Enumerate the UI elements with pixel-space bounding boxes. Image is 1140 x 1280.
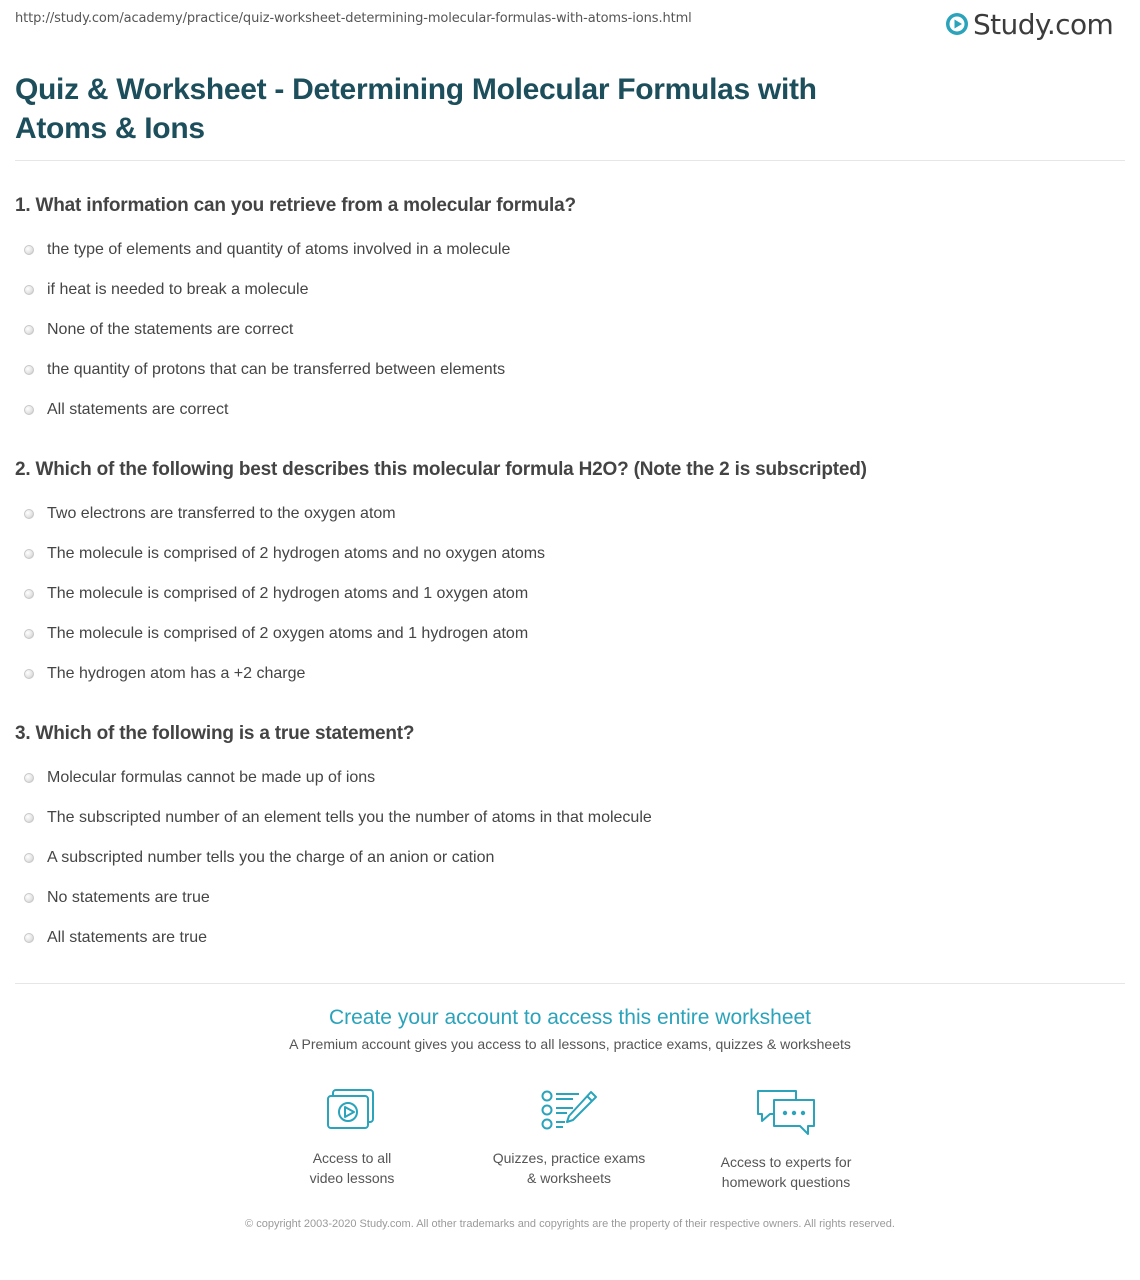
answer-options	[15, 494, 1115, 694]
answer-text: Molecular formulas cannot be made up of ions	[47, 769, 376, 786]
answer-text: the quantity of protons that can be transferred between elements	[47, 361, 506, 378]
radio-button[interactable]	[24, 589, 34, 599]
answer-option[interactable]	[15, 534, 1115, 574]
page-url: http://study.com/academy/practice/quiz-worksheet-determining-molecular-formulas-with-atoms-ions.html	[15, 11, 692, 26]
feature-line: homework questions	[721, 1174, 851, 1190]
play-circle-logo-icon	[945, 12, 969, 36]
answer-option[interactable]	[15, 390, 1115, 430]
answer-option[interactable]	[15, 838, 1115, 878]
radio-button[interactable]	[24, 245, 34, 255]
answer-text: The molecule is comprised of 2 hydrogen atoms and no oxygen atoms	[47, 545, 546, 562]
radio-button[interactable]	[24, 285, 34, 295]
answer-option[interactable]	[15, 270, 1115, 310]
feature-line: Access to experts for	[720, 1154, 852, 1170]
logo-text: Study.com	[973, 7, 1114, 41]
feature-experts	[686, 1088, 886, 1192]
answer-option[interactable]	[15, 614, 1115, 654]
answer-text: None of the statements are correct	[47, 321, 294, 338]
radio-button[interactable]	[24, 365, 34, 375]
feature-video-lessons	[252, 1088, 452, 1188]
radio-button[interactable]	[24, 549, 34, 559]
radio-button[interactable]	[24, 853, 34, 863]
answer-option[interactable]	[15, 798, 1115, 838]
question-1	[15, 192, 1115, 430]
copyright-notice: © copyright 2003-2020 Study.com. All other trademarks and copyrights are the property of their respective owners. All rights reserved.	[245, 1218, 895, 1230]
answer-option[interactable]	[15, 230, 1115, 270]
page-title: Quiz & Worksheet - Determining Molecular Formulas with Atoms & Ions	[15, 73, 817, 145]
cta-divider	[15, 983, 1125, 984]
question-title: 2. Which of the following best describes this molecular formula H2O? (Note the 2 is subscripted)	[15, 459, 867, 480]
feature-quizzes	[469, 1088, 669, 1188]
answer-option[interactable]	[15, 878, 1115, 918]
radio-button[interactable]	[24, 509, 34, 519]
video-lessons-icon	[324, 1088, 380, 1136]
answer-text: The subscripted number of an element tells you the number of atoms in that molecule	[47, 809, 652, 826]
answer-text: The molecule is comprised of 2 hydrogen atoms and 1 oxygen atom	[47, 585, 529, 602]
chat-bubbles-icon	[754, 1088, 818, 1140]
answer-option[interactable]	[15, 918, 1115, 958]
answer-option[interactable]	[15, 758, 1115, 798]
feature-line: video lessons	[309, 1170, 395, 1186]
header-divider	[15, 160, 1125, 161]
radio-button[interactable]	[24, 893, 34, 903]
feature-line: & worksheets	[526, 1170, 612, 1186]
cta-subtitle: A Premium account gives you access to all lessons, practice exams, quizzes & worksheets	[289, 1036, 851, 1052]
answer-text: No statements are true	[47, 889, 210, 906]
radio-button[interactable]	[24, 629, 34, 639]
radio-button[interactable]	[24, 773, 34, 783]
answer-text: Two electrons are transferred to the oxygen atom	[47, 505, 396, 522]
answer-options	[15, 758, 1115, 958]
answer-option[interactable]	[15, 574, 1115, 614]
question-title: 1. What information can you retrieve from a molecular formula?	[15, 195, 576, 216]
question-title: 3. Which of the following is a true statement?	[15, 723, 415, 744]
radio-button[interactable]	[24, 933, 34, 943]
answer-option[interactable]	[15, 350, 1115, 390]
create-account-link[interactable]: Create your account to access this entire worksheet	[328, 1006, 812, 1029]
question-3	[15, 720, 1115, 958]
feature-line: Quizzes, practice exams	[492, 1150, 646, 1166]
answer-options	[15, 230, 1115, 430]
answer-text: All statements are correct	[47, 401, 229, 418]
radio-button[interactable]	[24, 405, 34, 415]
answer-text: if heat is needed to break a molecule	[47, 281, 309, 298]
answer-text: All statements are true	[47, 929, 208, 946]
question-2	[15, 456, 1115, 694]
answer-text: The molecule is comprised of 2 oxygen atoms and 1 hydrogen atom	[47, 625, 529, 642]
quiz-checklist-icon	[539, 1088, 599, 1136]
answer-text: the type of elements and quantity of atoms involved in a molecule	[47, 241, 511, 258]
radio-button[interactable]	[24, 325, 34, 335]
answer-option[interactable]	[15, 654, 1115, 694]
answer-text: A subscripted number tells you the charge of an anion or cation	[47, 849, 495, 866]
answer-option[interactable]	[15, 494, 1115, 534]
answer-text: The hydrogen atom has a +2 charge	[47, 665, 306, 682]
feature-line: Access to all	[312, 1150, 392, 1166]
radio-button[interactable]	[24, 813, 34, 823]
radio-button[interactable]	[24, 669, 34, 679]
answer-option[interactable]	[15, 310, 1115, 350]
study-logo[interactable]	[945, 6, 1113, 42]
